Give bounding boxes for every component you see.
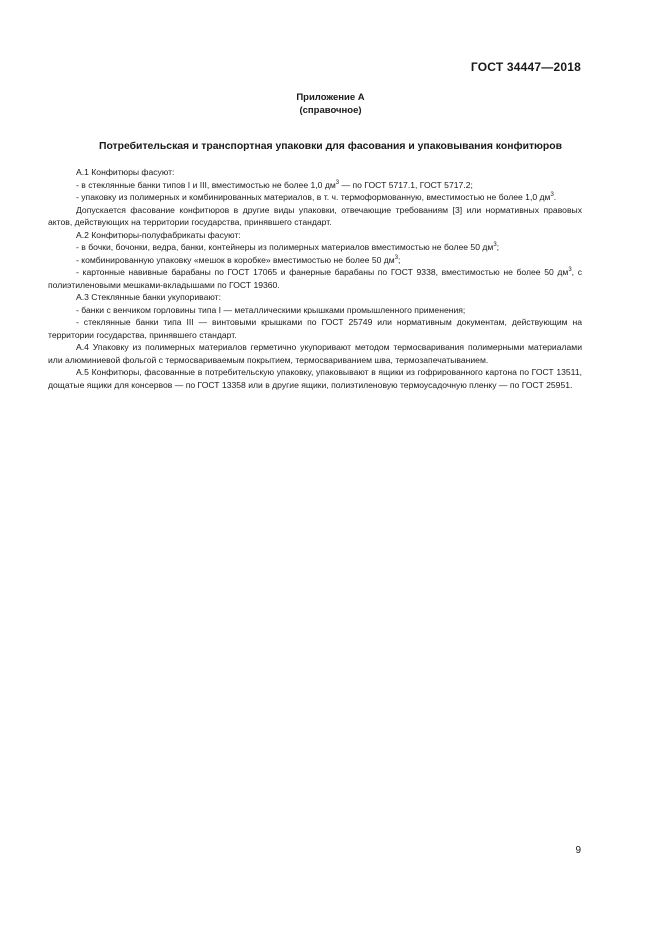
- a2-intro: А.2 Конфитюры-полуфабрикаты фасуют:: [76, 229, 241, 240]
- a1-item-2: - упаковку из полимерных и комбинированных материалов, в т. ч. термоформованную, вместимостью не более 1,0 $дм^3$.: [76, 192, 557, 202]
- a3-intro: А.3 Стеклянные банки укупоривают:: [76, 292, 221, 302]
- a3-item-2: - стеклянные банки типа III — винтовыми крышками по ГОСТ 25749 или нормативным документам, действующим на территории государства, принявшего стандарт.: [48, 317, 582, 340]
- a4-paragraph: А.4 Упаковку из полимерных материалов герметично укупоривают методом термосваривания полимерными материалами или алюминиевой фольгой с термосвариваемым покрытием, термосвариванием шва, термозапечатыванием.: [48, 342, 582, 365]
- a1-item-1: - в стеклянные банки типов I и III, вместимостью не более 1,0 $дм^3$ — по ГОСТ 5717.1, ГОСТ 5717.2;: [76, 179, 473, 190]
- section-body: [48, 166, 582, 391]
- superscript: 3: [335, 179, 340, 186]
- a5-paragraph: А.5 Конфитюры, фасованные в потребительскую упаковку, упаковывают в ящики из гофрированного картона по ГОСТ 13511, дощатые ящики для консервов — по ГОСТ 13358 или в другие ящики, полиэтиленовую термоусадочную пленку — по ГОСТ 25951.: [48, 367, 582, 390]
- standard-code: ГОСТ 34447—2018: [470, 60, 581, 74]
- a2-item-1: - в бочки, бочонки, ведра, банки, контейнеры из полимерных материалов вместимостью не более 50 $дм^3$;: [76, 242, 500, 252]
- section-heading: Потребительская и транспортная упаковки для фасования и упаковывания конфитюров: [99, 141, 562, 152]
- a2-item-3: - картонные навивные барабаны по ГОСТ 17065 и фанерные барабаны по ГОСТ 9338, вместимостью не более 50 $дм^3$, с полиэтиленовыми мешками-вкладышами по ГОСТ 19360.: [48, 267, 582, 290]
- a1-note: Допускается фасование конфитюров в другие виды упаковки, отвечающие требованиям [3] или нормативных правовых актов, действующих на территории государства, принявшего стандарт.: [48, 204, 582, 227]
- appendix-status: (справочное): [299, 104, 362, 116]
- a2-item-2: - комбинированную упаковку «мешок в коробке» вместимостью не более 50 $дм^3$;: [76, 254, 401, 265]
- appendix-title: Приложение А: [296, 92, 365, 103]
- superscript: 3: [568, 267, 572, 273]
- a1-intro: А.1 Конфитюры фасуют:: [76, 167, 175, 177]
- superscript: 3: [550, 192, 554, 198]
- a3-item-1: - банки с венчиком горловины типа I — металлическими крышками промышленного применения;: [76, 304, 466, 315]
- appendix-block: [0, 92, 661, 117]
- superscript: 3: [394, 254, 399, 261]
- page-number: 9: [575, 845, 581, 856]
- superscript: 3: [493, 242, 497, 248]
